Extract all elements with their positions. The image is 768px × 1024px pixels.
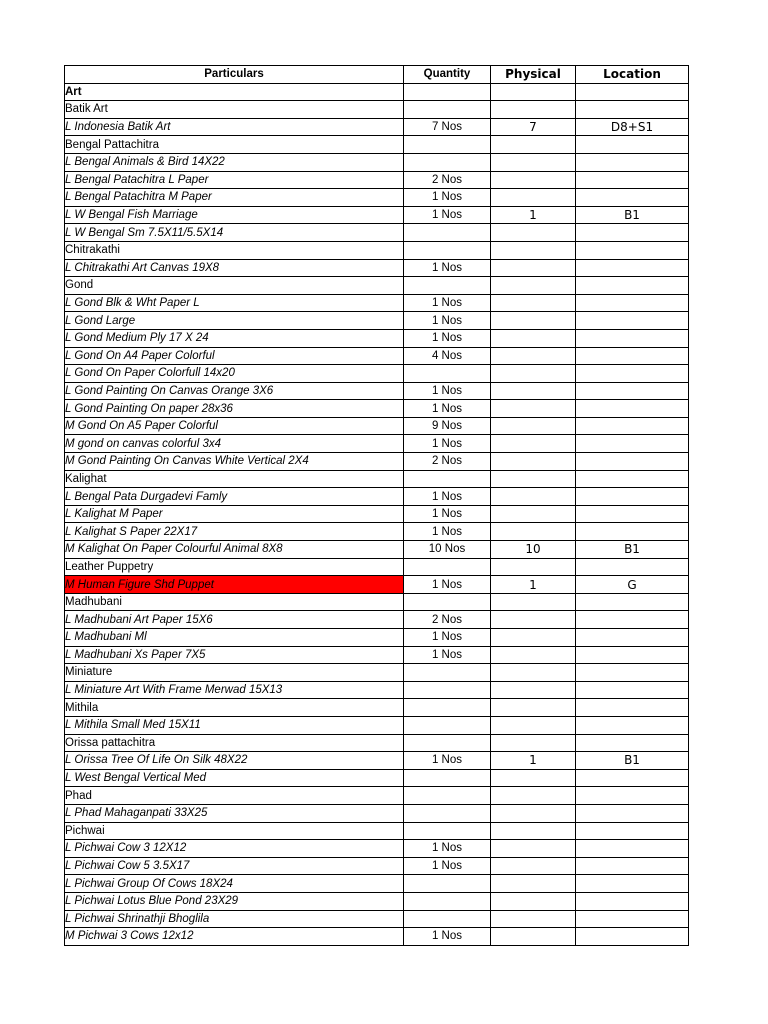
cell-physical[interactable]: 1 — [491, 576, 576, 594]
cell-location[interactable] — [576, 822, 689, 840]
cell-quantity[interactable] — [404, 892, 491, 910]
table-row — [65, 787, 689, 805]
cell-physical[interactable]: 7 — [491, 118, 576, 136]
table-row — [65, 453, 689, 471]
cell-physical[interactable] — [491, 629, 576, 647]
cell-location[interactable] — [576, 840, 689, 858]
cell-particulars[interactable]: L Gond Painting On Canvas Orange 3X6 — [65, 382, 404, 400]
cell-particulars[interactable]: L Gond On Paper Colorfull 14x20 — [65, 365, 404, 383]
cell-particulars[interactable]: L Pichwai Shrinathji Bhoglila — [65, 910, 404, 928]
cell-quantity[interactable] — [404, 153, 491, 171]
cell-particulars[interactable]: L Bengal Animals & Bird 14X22 — [65, 153, 404, 171]
cell-location[interactable] — [576, 681, 689, 699]
cell-physical[interactable]: 1 — [491, 752, 576, 770]
cell-quantity[interactable]: 1 Nos — [404, 189, 491, 207]
cell-physical[interactable] — [491, 716, 576, 734]
header-row — [65, 66, 689, 84]
cell-physical[interactable] — [491, 523, 576, 541]
cell-physical[interactable] — [491, 857, 576, 875]
cell-quantity[interactable]: 1 Nos — [404, 294, 491, 312]
cell-physical[interactable] — [491, 83, 576, 101]
cell-particulars[interactable]: Pichwai — [65, 822, 404, 840]
cell-particulars[interactable]: L Madhubani Ml — [65, 629, 404, 647]
cell-location[interactable]: B1 — [576, 206, 689, 224]
cell-quantity[interactable]: 1 Nos — [404, 259, 491, 277]
table-row — [65, 206, 689, 224]
table-row — [65, 541, 689, 559]
cell-location[interactable] — [576, 646, 689, 664]
table-row — [65, 769, 689, 787]
table-row — [65, 365, 689, 383]
cell-quantity[interactable]: 1 Nos — [404, 435, 491, 453]
cell-physical[interactable] — [491, 241, 576, 259]
table-row — [65, 382, 689, 400]
cell-quantity[interactable]: 1 Nos — [404, 329, 491, 347]
cell-location[interactable] — [576, 136, 689, 154]
cell-physical[interactable] — [491, 453, 576, 471]
table-row — [65, 189, 689, 207]
cell-particulars[interactable]: Phad — [65, 787, 404, 805]
table-row — [65, 840, 689, 858]
table-row — [65, 259, 689, 277]
cell-physical[interactable] — [491, 734, 576, 752]
cell-particulars[interactable]: L Gond Painting On paper 28x36 — [65, 400, 404, 418]
cell-particulars[interactable]: Mithila — [65, 699, 404, 717]
cell-physical[interactable] — [491, 928, 576, 946]
cell-quantity[interactable]: 1 Nos — [404, 629, 491, 647]
cell-physical[interactable] — [491, 611, 576, 629]
cell-location[interactable]: B1 — [576, 541, 689, 559]
cell-quantity[interactable]: 2 Nos — [404, 453, 491, 471]
cell-particulars[interactable]: L West Bengal Vertical Med — [65, 769, 404, 787]
cell-particulars[interactable]: Miniature — [65, 664, 404, 682]
cell-quantity[interactable] — [404, 558, 491, 576]
cell-physical[interactable] — [491, 417, 576, 435]
cell-location[interactable] — [576, 329, 689, 347]
cell-particulars[interactable]: M Gond Painting On Canvas White Vertical 2X4 — [65, 453, 404, 471]
header-location[interactable]: Location — [576, 66, 689, 84]
cell-physical[interactable] — [491, 699, 576, 717]
table-body — [65, 83, 689, 945]
cell-physical[interactable] — [491, 435, 576, 453]
cell-physical[interactable] — [491, 840, 576, 858]
cell-particulars[interactable]: L Miniature Art With Frame Merwad 15X13 — [65, 681, 404, 699]
cell-location[interactable] — [576, 400, 689, 418]
cell-particulars[interactable]: L Bengal Pata Durgadevi Famly — [65, 488, 404, 506]
cell-physical[interactable] — [491, 787, 576, 805]
cell-location[interactable] — [576, 804, 689, 822]
table-row — [65, 400, 689, 418]
cell-physical[interactable] — [491, 664, 576, 682]
cell-location[interactable]: B1 — [576, 752, 689, 770]
cell-particulars[interactable]: L W Bengal Sm 7.5X11/5.5X14 — [65, 224, 404, 242]
cell-physical[interactable] — [491, 329, 576, 347]
cell-physical[interactable] — [491, 189, 576, 207]
table-row — [65, 857, 689, 875]
cell-quantity[interactable]: 1 Nos — [404, 206, 491, 224]
cell-physical[interactable] — [491, 488, 576, 506]
header-quantity[interactable]: Quantity — [404, 66, 491, 84]
table-row — [65, 681, 689, 699]
table-row — [65, 629, 689, 647]
cell-quantity[interactable] — [404, 277, 491, 295]
cell-physical[interactable] — [491, 259, 576, 277]
cell-particulars[interactable]: Bengal Pattachitra — [65, 136, 404, 154]
cell-location[interactable] — [576, 294, 689, 312]
cell-location[interactable] — [576, 435, 689, 453]
cell-particulars[interactable]: M gond on canvas colorful 3x4 — [65, 435, 404, 453]
cell-particulars[interactable]: L Kalighat M Paper — [65, 505, 404, 523]
cell-particulars[interactable]: L Madhubani Art Paper 15X6 — [65, 611, 404, 629]
cell-physical[interactable] — [491, 681, 576, 699]
table-row — [65, 804, 689, 822]
cell-particulars[interactable]: Chitrakathi — [65, 241, 404, 259]
cell-location[interactable] — [576, 787, 689, 805]
cell-quantity[interactable]: 1 Nos — [404, 382, 491, 400]
cell-quantity[interactable]: 2 Nos — [404, 611, 491, 629]
cell-particulars[interactable]: L Gond On A4 Paper Colorful — [65, 347, 404, 365]
cell-particulars[interactable]: L Bengal Patachitra L Paper — [65, 171, 404, 189]
cell-location[interactable] — [576, 83, 689, 101]
cell-location[interactable] — [576, 417, 689, 435]
cell-location[interactable] — [576, 716, 689, 734]
cell-particulars[interactable]: L Orissa Tree Of Life On Silk 48X22 — [65, 752, 404, 770]
table-row — [65, 118, 689, 136]
cell-quantity[interactable] — [404, 734, 491, 752]
table-row — [65, 277, 689, 295]
cell-particulars[interactable]: M Pichwai 3 Cows 12x12 — [65, 928, 404, 946]
inventory-table — [64, 65, 689, 946]
cell-quantity[interactable] — [404, 241, 491, 259]
cell-physical[interactable] — [491, 558, 576, 576]
cell-quantity[interactable] — [404, 716, 491, 734]
cell-location[interactable] — [576, 453, 689, 471]
table-row — [65, 153, 689, 171]
cell-quantity[interactable] — [404, 593, 491, 611]
cell-physical[interactable] — [491, 875, 576, 893]
cell-quantity[interactable] — [404, 769, 491, 787]
cell-physical[interactable]: 1 — [491, 206, 576, 224]
cell-quantity[interactable] — [404, 875, 491, 893]
cell-physical[interactable] — [491, 312, 576, 330]
cell-physical[interactable] — [491, 101, 576, 119]
table-row — [65, 101, 689, 119]
cell-physical[interactable] — [491, 171, 576, 189]
cell-quantity[interactable]: 1 Nos — [404, 400, 491, 418]
cell-particulars[interactable]: L Pichwai Lotus Blue Pond 23X29 — [65, 892, 404, 910]
cell-quantity[interactable] — [404, 365, 491, 383]
cell-location[interactable] — [576, 611, 689, 629]
cell-location[interactable] — [576, 523, 689, 541]
cell-physical[interactable] — [491, 470, 576, 488]
cell-location[interactable]: G — [576, 576, 689, 594]
table-row — [65, 241, 689, 259]
cell-particulars[interactable]: Kalighat — [65, 470, 404, 488]
table-row — [65, 611, 689, 629]
cell-physical[interactable] — [491, 505, 576, 523]
cell-quantity[interactable]: 1 Nos — [404, 312, 491, 330]
table-row — [65, 83, 689, 101]
cell-quantity[interactable]: 9 Nos — [404, 417, 491, 435]
table-row — [65, 593, 689, 611]
cell-particulars[interactable]: L Pichwai Group Of Cows 18X24 — [65, 875, 404, 893]
table-row — [65, 224, 689, 242]
cell-location[interactable] — [576, 505, 689, 523]
cell-location[interactable] — [576, 153, 689, 171]
cell-particulars[interactable]: L Bengal Patachitra M Paper — [65, 189, 404, 207]
table-row — [65, 576, 689, 594]
cell-location[interactable] — [576, 224, 689, 242]
cell-location[interactable] — [576, 259, 689, 277]
cell-particulars[interactable]: L Pichwai Cow 3 12X12 — [65, 840, 404, 858]
table-row — [65, 646, 689, 664]
cell-physical[interactable] — [491, 646, 576, 664]
cell-quantity[interactable] — [404, 136, 491, 154]
cell-quantity[interactable]: 2 Nos — [404, 171, 491, 189]
cell-particulars[interactable]: Gond — [65, 277, 404, 295]
cell-particulars[interactable]: L Phad Mahaganpati 33X25 — [65, 804, 404, 822]
table-row — [65, 294, 689, 312]
cell-particulars[interactable]: L Kalighat S Paper 22X17 — [65, 523, 404, 541]
cell-quantity[interactable]: 1 Nos — [404, 646, 491, 664]
cell-quantity[interactable]: 1 Nos — [404, 857, 491, 875]
cell-quantity[interactable]: 1 Nos — [404, 505, 491, 523]
table-row — [65, 664, 689, 682]
table-row — [65, 928, 689, 946]
cell-location[interactable] — [576, 382, 689, 400]
table-row — [65, 892, 689, 910]
cell-particulars[interactable]: L Gond Medium Ply 17 X 24 — [65, 329, 404, 347]
cell-particulars[interactable]: L Indonesia Batik Art — [65, 118, 404, 136]
cell-location[interactable] — [576, 470, 689, 488]
table-row — [65, 716, 689, 734]
cell-location[interactable] — [576, 910, 689, 928]
cell-quantity[interactable] — [404, 83, 491, 101]
table-row — [65, 875, 689, 893]
header-particulars[interactable]: Particulars — [65, 66, 404, 84]
cell-particulars[interactable]: Art — [65, 83, 404, 101]
table-row — [65, 822, 689, 840]
cell-particulars[interactable]: L Mithila Small Med 15X11 — [65, 716, 404, 734]
cell-quantity[interactable]: 1 Nos — [404, 752, 491, 770]
cell-physical[interactable] — [491, 136, 576, 154]
cell-particulars[interactable]: L Pichwai Cow 5 3.5X17 — [65, 857, 404, 875]
cell-quantity[interactable] — [404, 470, 491, 488]
cell-physical[interactable] — [491, 382, 576, 400]
cell-physical[interactable] — [491, 892, 576, 910]
table-row — [65, 435, 689, 453]
cell-location[interactable]: D8+S1 — [576, 118, 689, 136]
table-row — [65, 329, 689, 347]
cell-physical[interactable] — [491, 347, 576, 365]
table-row — [65, 505, 689, 523]
cell-physical[interactable] — [491, 294, 576, 312]
cell-quantity[interactable]: 10 Nos — [404, 541, 491, 559]
cell-particulars[interactable]: M Human Figure Shd Puppet — [65, 576, 404, 594]
cell-particulars[interactable]: M Kalighat On Paper Colourful Animal 8X8 — [65, 541, 404, 559]
cell-location[interactable] — [576, 769, 689, 787]
cell-particulars[interactable]: Orissa pattachitra — [65, 734, 404, 752]
table-row — [65, 523, 689, 541]
cell-location[interactable] — [576, 629, 689, 647]
table-row — [65, 488, 689, 506]
cell-location[interactable] — [576, 928, 689, 946]
cell-physical[interactable] — [491, 365, 576, 383]
cell-location[interactable] — [576, 241, 689, 259]
cell-quantity[interactable]: 1 Nos — [404, 488, 491, 506]
cell-location[interactable] — [576, 699, 689, 717]
cell-physical[interactable] — [491, 593, 576, 611]
table-row — [65, 136, 689, 154]
cell-physical[interactable]: 10 — [491, 541, 576, 559]
cell-location[interactable] — [576, 189, 689, 207]
cell-particulars[interactable]: Madhubani — [65, 593, 404, 611]
cell-quantity[interactable] — [404, 681, 491, 699]
cell-physical[interactable] — [491, 822, 576, 840]
cell-location[interactable] — [576, 664, 689, 682]
cell-location[interactable] — [576, 875, 689, 893]
table-row — [65, 752, 689, 770]
table-row — [65, 699, 689, 717]
cell-quantity[interactable]: 1 Nos — [404, 928, 491, 946]
cell-quantity[interactable] — [404, 101, 491, 119]
cell-quantity[interactable] — [404, 664, 491, 682]
cell-particulars[interactable]: L Madhubani Xs Paper 7X5 — [65, 646, 404, 664]
table-row — [65, 417, 689, 435]
cell-physical[interactable] — [491, 769, 576, 787]
cell-particulars[interactable]: L Chitrakathi Art Canvas 19X8 — [65, 259, 404, 277]
cell-location[interactable] — [576, 312, 689, 330]
cell-physical[interactable] — [491, 277, 576, 295]
table-row — [65, 734, 689, 752]
cell-quantity[interactable] — [404, 910, 491, 928]
cell-quantity[interactable] — [404, 787, 491, 805]
cell-location[interactable] — [576, 347, 689, 365]
cell-quantity[interactable]: 7 Nos — [404, 118, 491, 136]
cell-particulars[interactable]: Batik Art — [65, 101, 404, 119]
cell-physical[interactable] — [491, 153, 576, 171]
cell-location[interactable] — [576, 171, 689, 189]
cell-physical[interactable] — [491, 224, 576, 242]
cell-physical[interactable] — [491, 910, 576, 928]
cell-quantity[interactable] — [404, 804, 491, 822]
cell-location[interactable] — [576, 558, 689, 576]
cell-particulars[interactable]: L W Bengal Fish Marriage — [65, 206, 404, 224]
cell-location[interactable] — [576, 593, 689, 611]
cell-particulars[interactable]: L Gond Large — [65, 312, 404, 330]
cell-particulars[interactable]: Leather Puppetry — [65, 558, 404, 576]
cell-location[interactable] — [576, 892, 689, 910]
cell-location[interactable] — [576, 277, 689, 295]
table-row — [65, 171, 689, 189]
cell-location[interactable] — [576, 857, 689, 875]
cell-particulars[interactable]: M Gond On A5 Paper Colorful — [65, 417, 404, 435]
cell-location[interactable] — [576, 488, 689, 506]
cell-location[interactable] — [576, 734, 689, 752]
header-physical[interactable]: Physical — [491, 66, 576, 84]
cell-physical[interactable] — [491, 804, 576, 822]
table-row — [65, 910, 689, 928]
cell-quantity[interactable] — [404, 224, 491, 242]
cell-physical[interactable] — [491, 400, 576, 418]
cell-particulars[interactable]: L Gond Blk & Wht Paper L — [65, 294, 404, 312]
table-row — [65, 347, 689, 365]
cell-quantity[interactable]: 4 Nos — [404, 347, 491, 365]
table-row — [65, 470, 689, 488]
cell-quantity[interactable] — [404, 699, 491, 717]
cell-quantity[interactable]: 1 Nos — [404, 840, 491, 858]
cell-quantity[interactable]: 1 Nos — [404, 523, 491, 541]
table-row — [65, 558, 689, 576]
cell-location[interactable] — [576, 365, 689, 383]
table-row — [65, 312, 689, 330]
cell-quantity[interactable]: 1 Nos — [404, 576, 491, 594]
cell-quantity[interactable] — [404, 822, 491, 840]
cell-location[interactable] — [576, 101, 689, 119]
